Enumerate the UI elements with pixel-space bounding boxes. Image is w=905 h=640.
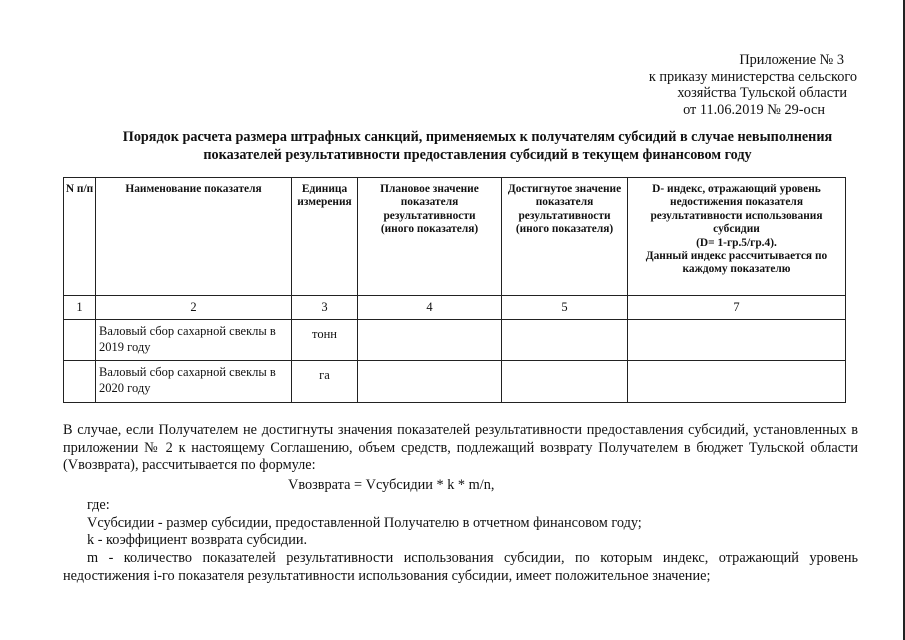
d-index-description: D- индекс, отражающий уровень недостижения показателя результативности использования субсидии (650, 183, 823, 236)
return-formula: Vвозврата = Vсубсидии * k * m/n, (288, 477, 495, 494)
planned-value-cell (358, 320, 502, 361)
return-condition-paragraph: В случае, если Получателем не достигнуты значения показателей результативности предоставления субсидий, установленных в приложении № 2 к настоящему Соглашению, объем средств, подлежащий возврату Получателем в бюджет Тульской области (Vвозврата), рассчитывается по формуле: (63, 422, 858, 474)
document-title (60, 129, 895, 164)
row-number-cell (64, 320, 96, 361)
d-index-cell (628, 361, 846, 403)
column-number: 3 (292, 296, 358, 320)
header-indicator-name: Наименование показателя (96, 178, 292, 296)
appendix-ministry: хозяйства Тульской области (677, 85, 847, 102)
unit-cell: тонн (292, 320, 358, 361)
column-number-row (64, 296, 846, 320)
header-n: N п/п (64, 178, 96, 296)
unit-cell: га (292, 361, 358, 403)
column-number: 4 (358, 296, 502, 320)
sanctions-table (63, 177, 846, 403)
title-line-2: показателей результативности предоставления субсидий в текущем финансовом году (203, 146, 752, 163)
table-row (64, 320, 846, 361)
d-index-formula: (D= 1-гр.5/гр.4). (696, 236, 777, 249)
appendix-order-ref: к приказу министерства сельского (648, 68, 857, 85)
indicator-name-cell: Валовый сбор сахарной свеклы в 2020 году (96, 361, 292, 403)
achieved-value-cell (502, 320, 628, 361)
appendix-number: Приложение № 3 (739, 52, 844, 68)
definition-v-subsidy: Vсубсидии - размер субсидии, предоставленной Получателю в отчетном финансовом году; (87, 514, 642, 531)
column-number: 2 (96, 296, 292, 320)
header-achieved-value: Достигнутое значение показателя результативности (иного показателя) (502, 178, 628, 296)
where-label: где: (87, 496, 110, 513)
table-row (64, 361, 846, 403)
indicator-name-cell: Валовый сбор сахарной свеклы в 2019 году (96, 320, 292, 361)
column-number: 5 (502, 296, 628, 320)
achieved-value-cell (502, 361, 628, 403)
appendix-header (557, 52, 857, 118)
header-planned-value: Плановое значение показателя результативности (иного показателя) (358, 178, 502, 296)
definition-k: k - коэффициент возврата субсидии. (87, 532, 308, 549)
d-index-note: Данный индекс рассчитывается по каждому показателю (645, 250, 828, 276)
definition-m: m - количество показателей результативности использования субсидии, по которым индекс, отражающий уровень недостижения i-го показателя результативности использования субсидии, имеет положительное значение; (63, 549, 858, 584)
body-text (63, 422, 858, 585)
header-unit: Единица измерения (292, 178, 358, 296)
table-header-row (64, 178, 846, 296)
planned-value-cell (358, 361, 502, 403)
row-number-cell (64, 361, 96, 403)
column-number: 7 (628, 296, 846, 320)
appendix-date-number: от 11.06.2019 № 29-осн (683, 101, 825, 118)
column-number: 1 (64, 296, 96, 320)
title-line-1: Порядок расчета размера штрафных санкций, применяемых к получателям субсидий в случае невыполнения (122, 129, 833, 145)
d-index-cell (628, 320, 846, 361)
header-d-index (628, 178, 846, 296)
